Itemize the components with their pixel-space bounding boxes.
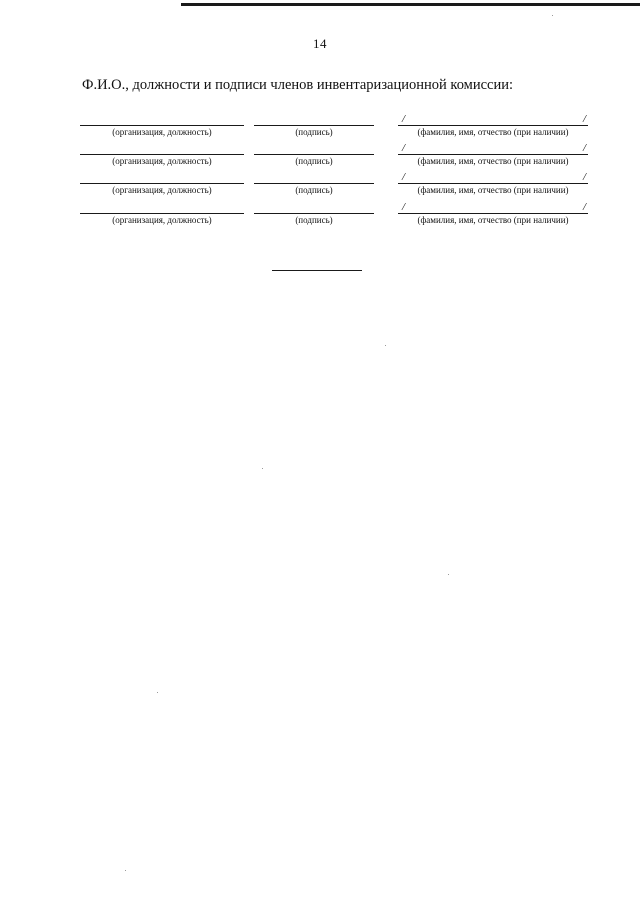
full-name-line <box>398 125 588 126</box>
signature-line <box>254 125 374 126</box>
signature-field[interactable] <box>254 173 374 203</box>
signature-line <box>254 213 374 214</box>
signature-field[interactable] <box>254 115 374 145</box>
full-name-field[interactable] <box>398 173 588 203</box>
name-slash-left: / <box>402 201 406 213</box>
full-name-field[interactable] <box>398 203 588 233</box>
scan-speck <box>448 574 449 575</box>
organization-position-caption: (организация, должность) <box>112 185 212 195</box>
organization-position-field[interactable] <box>80 144 244 174</box>
signature-caption: (подпись) <box>295 215 333 225</box>
organization-position-line <box>80 154 244 155</box>
organization-position-line <box>80 183 244 184</box>
full-name-caption: (фамилия, имя, отчество (при наличии) <box>417 156 569 166</box>
full-name-line <box>398 154 588 155</box>
signature-caption: (подпись) <box>295 127 333 137</box>
full-name-caption: (фамилия, имя, отчество (при наличии) <box>417 215 569 225</box>
organization-position-field[interactable] <box>80 115 244 145</box>
organization-position-field[interactable] <box>80 173 244 203</box>
organization-position-line <box>80 213 244 214</box>
scan-speck <box>125 870 126 871</box>
signature-caption: (подпись) <box>295 185 333 195</box>
organization-position-caption: (организация, должность) <box>112 127 212 137</box>
full-name-line <box>398 183 588 184</box>
signature-row <box>0 144 640 174</box>
signature-row <box>0 203 640 233</box>
full-name-caption: (фамилия, имя, отчество (при наличии) <box>417 127 569 137</box>
signature-caption: (подпись) <box>295 156 333 166</box>
organization-position-field[interactable] <box>80 203 244 233</box>
signature-line <box>254 154 374 155</box>
organization-position-line <box>80 125 244 126</box>
name-slash-left: / <box>402 113 406 125</box>
page-number: 14 <box>313 36 327 51</box>
name-slash-right: / <box>582 171 586 183</box>
full-name-line <box>398 213 588 214</box>
full-name-caption: (фамилия, имя, отчество (при наличии) <box>417 185 569 195</box>
full-name-field[interactable] <box>398 144 588 174</box>
signature-row <box>0 173 640 203</box>
name-slash-right: / <box>582 113 586 125</box>
organization-position-caption: (организация, должность) <box>112 156 212 166</box>
scan-speck <box>157 692 158 693</box>
name-slash-right: / <box>582 142 586 154</box>
signature-field[interactable] <box>254 203 374 233</box>
name-slash-left: / <box>402 171 406 183</box>
scan-speck <box>552 15 553 16</box>
top-border-rule <box>181 3 640 6</box>
signature-field[interactable] <box>254 144 374 174</box>
full-name-field[interactable] <box>398 115 588 145</box>
closing-rule <box>272 270 362 271</box>
organization-position-caption: (организация, должность) <box>112 215 212 225</box>
signature-row <box>0 115 640 145</box>
name-slash-right: / <box>582 201 586 213</box>
signature-line <box>254 183 374 184</box>
scan-speck <box>385 345 386 346</box>
commission-heading: Ф.И.О., должности и подписи членов инвентаризационной комиссии: <box>82 77 514 93</box>
name-slash-left: / <box>402 142 406 154</box>
scan-speck <box>262 468 263 469</box>
